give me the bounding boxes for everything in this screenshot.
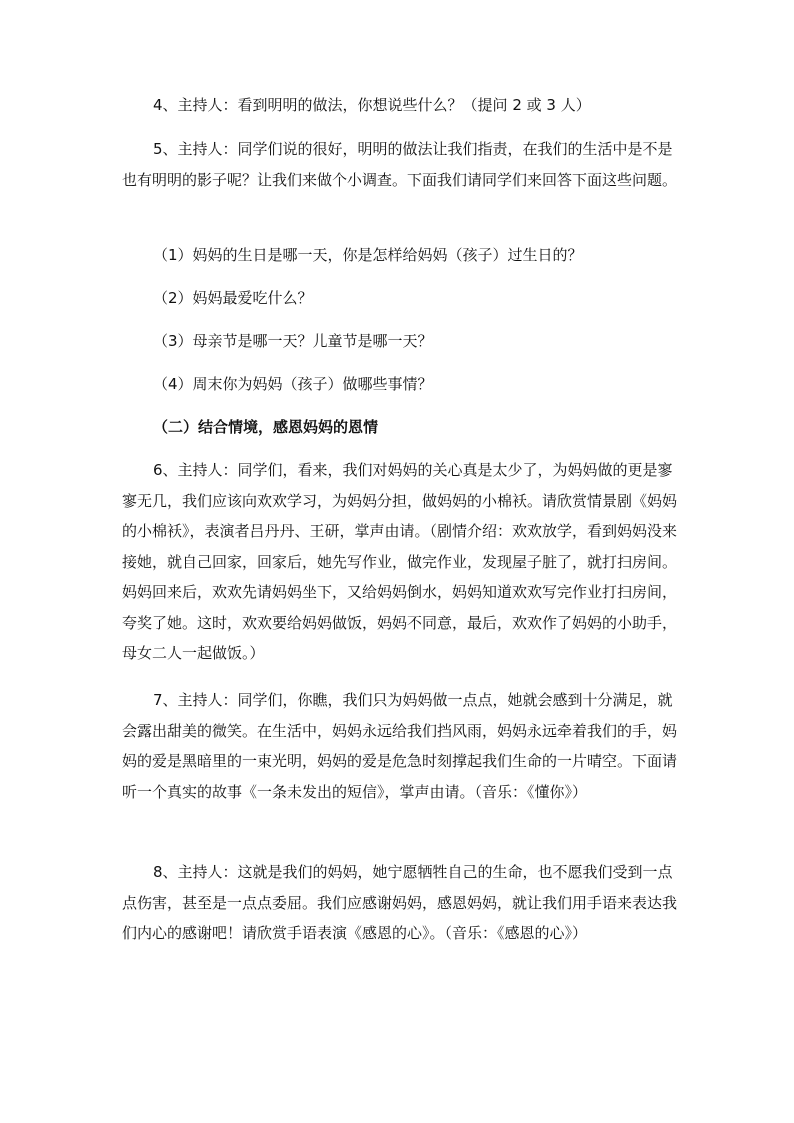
paragraph-7: 7、主持人：同学们，你瞧，我们只为妈妈做一点点，她就会感到十分满足，就会露出甜美的微笑。在生活中，妈妈永远给我们挡风雨，妈妈永远牵着我们的手，妈妈的爱是黑暗里的一束光明，妈妈的爱是危急时刻撑起我们生命的一片晴空。下面请听一个真实的故事《一条未发出的短信》，掌声由请。（音乐：《懂你》） [122, 691, 678, 801]
question-4: （4）周末你为妈妈（孩子）做哪些事情？ [153, 375, 433, 393]
question-3: （3）母亲节是哪一天？儿童节是哪一天？ [153, 332, 433, 350]
paragraph-4: 4、主持人：看到明明的做法，你想说些什么？（提问 2 或 3 人） [153, 96, 591, 114]
section-heading: （二）结合情境，感恩妈妈的恩情 [153, 418, 379, 436]
question-1: （1）妈妈的生日是哪一天，你是怎样给妈妈（孩子）过生日的？ [153, 246, 583, 264]
paragraph-6: 6、主持人：同学们，看来，我们对妈妈的关心真是太少了，为妈妈做的更是寥寥无几，我们应该向欢欢学习，为妈妈分担，做妈妈的小棉袄。请欣赏情景剧《妈妈的小棉袄》，表演者吕丹丹、王研，掌声由请。（剧情介绍：欢欢放学，看到妈妈没来接她，就自己回家，回家后，她先写作业，做完作业，发现屋子脏了，就打扫房间。妈妈回来后，欢欢先请妈妈坐下，又给妈妈倒水，妈妈知道欢欢写完作业打扫房间，夸奖了她。这时，欢欢要给妈妈做饭，妈妈不同意，最后，欢欢作了妈妈的小助手，母女二人一起做饭。） [122, 461, 678, 662]
paragraph-5: 5、主持人：同学们说的很好，明明的做法让我们指责，在我们的生活中是不是也有明明的影子呢？让我们来做个小调查。下面我们请同学们来回答下面这些问题。 [122, 140, 678, 189]
question-2: （2）妈妈最爱吃什么？ [153, 289, 313, 307]
paragraph-8: 8、主持人：这就是我们的妈妈，她宁愿牺牲自己的生命，也不愿我们受到一点点伤害，甚至是一点点委屈。我们应感谢妈妈，感恩妈妈，就让我们用手语来表达我们内心的感谢吧！请欣赏手语表演《感恩的心》。（音乐：《感恩的心》） [122, 863, 678, 942]
